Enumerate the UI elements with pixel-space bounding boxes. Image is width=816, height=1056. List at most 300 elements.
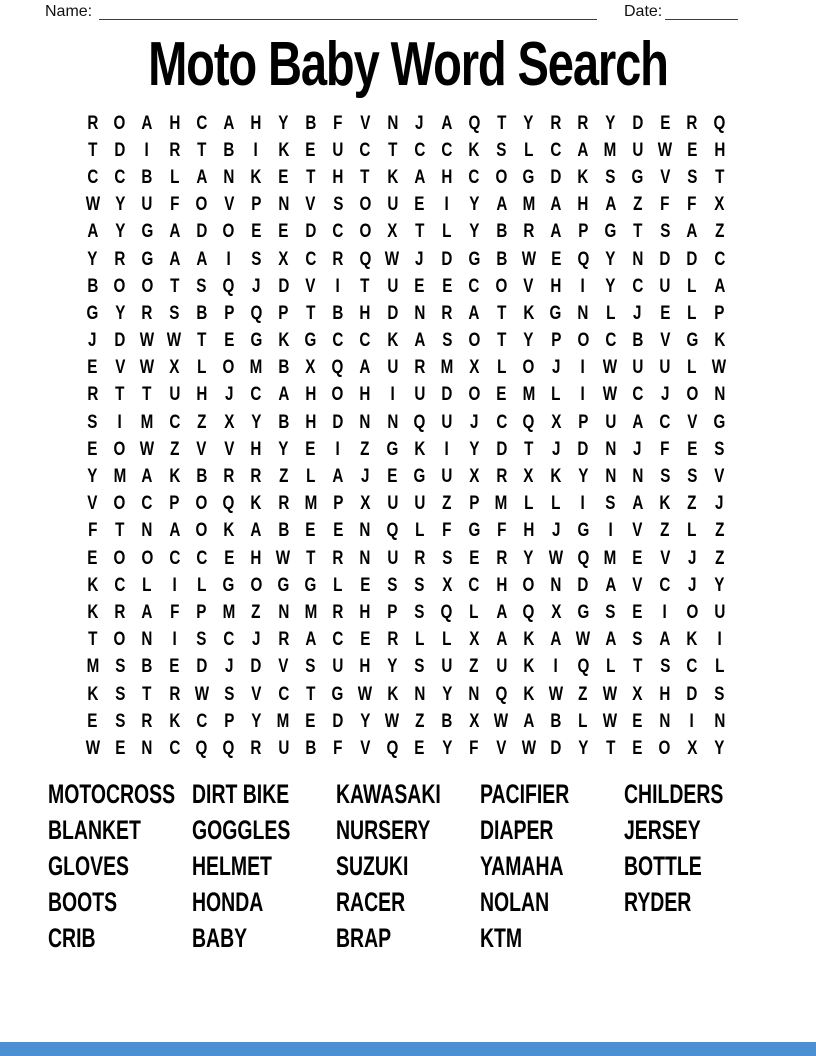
grid-cell: K — [414, 438, 426, 460]
grid-cell: F — [469, 737, 479, 759]
grid-cell: N — [386, 112, 398, 134]
grid-cell: B — [277, 411, 289, 433]
grid-cell: C — [277, 683, 289, 705]
grid-cell: Q — [577, 547, 590, 569]
title-area — [0, 29, 816, 99]
grid-cell: L — [605, 302, 616, 324]
grid-cell: L — [551, 493, 561, 515]
grid-cell: N — [359, 547, 371, 569]
grid-cell: H — [305, 411, 317, 433]
grid-cell: G — [577, 601, 590, 623]
grid-cell: J — [687, 547, 697, 569]
word-bank-item: CRIB — [48, 922, 96, 953]
grid-cell: J — [415, 112, 424, 134]
grid-cell: F — [660, 194, 670, 216]
grid-cell: L — [687, 302, 697, 324]
grid-cell: L — [523, 139, 534, 161]
grid-cell: I — [335, 275, 340, 297]
grid-cell: R — [577, 112, 589, 134]
grid-cell: C — [305, 248, 317, 270]
name-label: Name: — [45, 3, 93, 20]
grid-cell: V — [714, 466, 725, 488]
grid-cell: G — [250, 330, 263, 352]
grid-cell: H — [441, 166, 453, 188]
grid-row — [79, 681, 733, 708]
grid-cell: D — [659, 248, 671, 270]
grid-cell: N — [414, 302, 426, 324]
grid-cell: C — [659, 574, 671, 596]
grid-cell: Z — [714, 520, 725, 542]
grid-cell: Y — [87, 466, 98, 488]
grid-cell: C — [441, 139, 453, 161]
grid-cell: O — [577, 330, 590, 352]
grid-cell: V — [659, 166, 670, 188]
grid-cell: W — [385, 710, 400, 732]
grid-cell: H — [495, 574, 507, 596]
grid-cell: Y — [469, 221, 480, 243]
grid-cell: Y — [605, 112, 616, 134]
grid-cell: B — [495, 248, 507, 270]
grid-cell: V — [87, 493, 98, 515]
grid-cell: I — [172, 574, 177, 596]
word-bank-item: CHILDERS — [624, 779, 724, 810]
grid-cell: Q — [222, 493, 235, 515]
grid-cell: Y — [87, 248, 98, 270]
grid-cell: A — [604, 574, 616, 596]
grid-cell: R — [523, 221, 535, 243]
grid-cell: Z — [578, 683, 588, 705]
grid-cell: A — [87, 221, 99, 243]
grid-cell: L — [687, 520, 697, 542]
grid-cell: G — [413, 466, 426, 488]
grid-cell: I — [335, 438, 340, 460]
grid-cell: V — [196, 438, 207, 460]
grid-cell: G — [686, 330, 699, 352]
grid-cell: Q — [359, 248, 372, 270]
grid-cell: V — [687, 411, 698, 433]
grid-cell: S — [659, 466, 670, 488]
grid-cell: G — [304, 574, 317, 596]
grid-cell: M — [495, 493, 508, 515]
grid-cell: X — [550, 411, 561, 433]
grid-row — [79, 436, 733, 463]
grid-cell: H — [359, 601, 371, 623]
grid-cell: O — [658, 737, 671, 759]
grid-cell: L — [442, 629, 452, 651]
grid-cell: K — [659, 493, 671, 515]
grid-cell: O — [686, 601, 699, 623]
page-title: Moto Baby Word Search — [148, 29, 668, 99]
grid-cell: V — [305, 194, 316, 216]
grid-cell: X — [387, 221, 398, 243]
grid-cell: A — [604, 194, 616, 216]
grid-cell: M — [140, 411, 154, 433]
grid-row — [79, 708, 733, 735]
grid-cell: U — [386, 357, 398, 379]
grid-cell: Q — [522, 411, 535, 433]
grid-cell: S — [305, 656, 316, 678]
grid-cell: Y — [469, 194, 480, 216]
grid-cell: T — [305, 166, 316, 188]
name-fill-line — [99, 19, 597, 20]
grid-cell: C — [168, 737, 180, 759]
grid-cell: W — [712, 357, 727, 379]
grid-cell: U — [141, 194, 153, 216]
grid-cell: S — [659, 656, 670, 678]
grid-cell: K — [87, 601, 99, 623]
grid-cell: J — [687, 574, 697, 596]
grid-cell: Q — [577, 248, 590, 270]
grid-cell: E — [305, 520, 316, 542]
word-bank — [0, 777, 816, 977]
grid-cell: L — [523, 493, 534, 515]
grid-cell: R — [141, 710, 153, 732]
grid-cell: A — [223, 112, 235, 134]
grid-cell: W — [194, 683, 209, 705]
word-bank-item: HONDA — [192, 886, 264, 917]
word-bank-item: NURSERY — [336, 815, 431, 846]
grid-cell: P — [223, 710, 234, 732]
grid-cell: S — [387, 574, 398, 596]
grid-cell: X — [632, 683, 643, 705]
grid-cell: L — [496, 357, 507, 379]
word-bank-column — [336, 777, 482, 956]
grid-cell: V — [251, 683, 262, 705]
grid-cell: Y — [605, 275, 616, 297]
grid-cell: N — [141, 737, 153, 759]
grid-cell: T — [196, 139, 207, 161]
grid-cell: D — [196, 656, 208, 678]
grid-row — [79, 355, 733, 382]
grid-cell: A — [277, 384, 289, 406]
grid-cell: Q — [386, 737, 399, 759]
grid-cell: D — [196, 221, 208, 243]
grid-cell: B — [632, 330, 644, 352]
grid-cell: J — [551, 357, 561, 379]
grid-cell: B — [441, 710, 453, 732]
grid-cell: A — [250, 520, 262, 542]
grid-cell: V — [223, 438, 234, 460]
grid-cell: C — [196, 710, 208, 732]
grid-cell: J — [715, 493, 724, 515]
grid-cell: T — [414, 221, 425, 243]
grid-cell: S — [169, 302, 180, 324]
grid-cell: M — [440, 357, 454, 379]
grid-cell: R — [168, 683, 180, 705]
grid-cell: S — [605, 166, 616, 188]
grid-cell: O — [195, 520, 208, 542]
grid-cell: T — [360, 166, 370, 188]
grid-cell: P — [223, 302, 234, 324]
grid-cell: E — [251, 221, 262, 243]
grid-cell: W — [139, 357, 155, 379]
grid-row — [79, 382, 733, 409]
grid-cell: B — [495, 221, 507, 243]
grid-cell: Q — [440, 601, 453, 623]
grid-cell: T — [496, 302, 507, 324]
word-bank-item: MOTOCROSS — [48, 779, 176, 810]
grid-cell: Z — [687, 493, 697, 515]
grid-cell: R — [332, 547, 344, 569]
grid-cell: A — [196, 166, 208, 188]
grid-cell: H — [305, 384, 317, 406]
grid-cell: B — [141, 166, 153, 188]
grid-cell: Y — [441, 737, 452, 759]
grid-cell: I — [444, 438, 449, 460]
grid-cell: U — [332, 656, 344, 678]
grid-row — [79, 246, 733, 273]
grid-cell: A — [168, 520, 180, 542]
grid-cell: A — [550, 221, 562, 243]
grid-cell: P — [550, 330, 561, 352]
grid-cell: U — [441, 466, 453, 488]
grid-cell: N — [277, 601, 289, 623]
grid-cell: O — [359, 194, 372, 216]
grid-cell: L — [578, 710, 588, 732]
grid-cell: B — [277, 520, 289, 542]
grid-cell: C — [632, 384, 644, 406]
grid-cell: T — [305, 302, 316, 324]
grid-cell: Y — [360, 710, 371, 732]
grid-cell: M — [304, 601, 317, 623]
grid-cell: G — [468, 248, 481, 270]
grid-cell: H — [359, 302, 371, 324]
grid-cell: O — [195, 493, 208, 515]
grid-cell: L — [687, 357, 697, 379]
grid-cell: P — [387, 601, 398, 623]
grid-cell: J — [360, 466, 370, 488]
grid-cell: R — [686, 112, 698, 134]
grid-cell: L — [169, 166, 180, 188]
grid-cell: V — [223, 194, 234, 216]
grid-cell: K — [250, 166, 262, 188]
grid-cell: Z — [196, 411, 207, 433]
grid-cell: I — [226, 248, 231, 270]
grid-row — [79, 518, 733, 545]
grid-cell: C — [114, 166, 126, 188]
grid-cell: C — [332, 221, 344, 243]
grid-cell: C — [414, 139, 426, 161]
grid-cell: S — [414, 601, 425, 623]
grid-cell: U — [168, 384, 180, 406]
grid-cell: F — [169, 601, 180, 623]
grid-cell: E — [687, 438, 698, 460]
grid-cell: V — [496, 737, 507, 759]
grid-cell: Y — [251, 411, 262, 433]
word-bank-item: PACIFIER — [480, 779, 570, 810]
grid-cell: I — [581, 493, 586, 515]
grid-cell: K — [223, 520, 235, 542]
grid-cell: L — [414, 520, 425, 542]
grid-cell: O — [113, 493, 126, 515]
word-bank-item: BRAP — [336, 922, 392, 953]
grid-cell: Z — [414, 710, 425, 732]
grid-cell: N — [577, 302, 589, 324]
grid-cell: N — [468, 683, 480, 705]
grid-cell: S — [659, 221, 670, 243]
grid-cell: W — [548, 683, 564, 705]
grid-cell: C — [168, 411, 180, 433]
grid-row — [79, 545, 733, 572]
grid-cell: N — [141, 520, 153, 542]
word-bank-item: DIAPER — [480, 815, 554, 846]
grid-cell: S — [223, 683, 234, 705]
grid-cell: H — [168, 112, 180, 134]
grid-cell: N — [604, 466, 616, 488]
grid-cell: T — [87, 139, 98, 161]
grid-cell: Y — [523, 112, 534, 134]
grid-cell: C — [332, 330, 344, 352]
grid-cell: G — [631, 166, 644, 188]
grid-cell: S — [632, 629, 643, 651]
grid-cell: H — [359, 656, 371, 678]
grid-cell: R — [223, 466, 235, 488]
grid-cell: E — [169, 656, 180, 678]
grid-cell: Y — [523, 547, 534, 569]
grid-cell: L — [196, 357, 207, 379]
grid-cell: K — [468, 139, 480, 161]
grid-cell: F — [687, 194, 697, 216]
grid-cell: C — [468, 166, 480, 188]
grid-cell: C — [87, 166, 99, 188]
grid-cell: D — [495, 438, 507, 460]
grid-cell: U — [277, 737, 289, 759]
grid-cell: F — [496, 520, 507, 542]
grid-cell: C — [604, 330, 616, 352]
grid-cell: W — [575, 629, 591, 651]
grid-cell: C — [196, 547, 208, 569]
grid-cell: V — [305, 275, 316, 297]
grid-cell: X — [278, 248, 289, 270]
grid-cell: R — [550, 112, 562, 134]
grid-cell: O — [495, 275, 508, 297]
grid-cell: Z — [442, 493, 452, 515]
grid-cell: O — [141, 547, 154, 569]
grid-cell: E — [223, 330, 234, 352]
grid-cell: I — [690, 710, 695, 732]
grid-cell: V — [632, 574, 643, 596]
grid-cell: Y — [278, 112, 289, 134]
grid-cell: A — [713, 275, 725, 297]
grid-cell: H — [577, 194, 589, 216]
grid-cell: A — [468, 302, 480, 324]
grid-cell: O — [222, 221, 235, 243]
grid-cell: G — [277, 574, 290, 596]
grid-cell: M — [304, 493, 317, 515]
grid-cell: V — [523, 275, 534, 297]
grid-cell: O — [113, 438, 126, 460]
grid-cell: D — [686, 683, 698, 705]
grid-cell: D — [250, 656, 262, 678]
grid-cell: E — [632, 710, 643, 732]
grid-cell: W — [167, 330, 182, 352]
grid-cell: K — [523, 629, 535, 651]
grid-cell: W — [548, 547, 564, 569]
grid-cell: H — [196, 384, 208, 406]
grid-cell: E — [550, 248, 561, 270]
grid-cell: R — [414, 357, 426, 379]
grid-cell: O — [113, 629, 126, 651]
grid-row — [79, 409, 733, 436]
grid-cell: P — [469, 493, 480, 515]
grid-cell: N — [713, 710, 725, 732]
grid-cell: T — [115, 520, 125, 542]
grid-cell: T — [714, 166, 725, 188]
grid-cell: R — [277, 493, 289, 515]
grid-cell: C — [495, 411, 507, 433]
grid-cell: U — [659, 357, 671, 379]
grid-cell: P — [196, 601, 207, 623]
grid-cell: L — [605, 656, 616, 678]
grid-cell: E — [278, 221, 289, 243]
grid-cell: R — [250, 737, 262, 759]
grid-cell: U — [414, 493, 426, 515]
grid-cell: P — [278, 302, 289, 324]
grid-cell: U — [386, 275, 398, 297]
grid-cell: X — [441, 574, 452, 596]
grid-cell: J — [633, 302, 642, 324]
grid-cell: V — [632, 520, 643, 542]
grid-cell: N — [386, 411, 398, 433]
grid-cell: D — [332, 411, 344, 433]
grid-cell: O — [495, 166, 508, 188]
grid-cell: K — [713, 330, 725, 352]
grid-cell: U — [659, 275, 671, 297]
grid-cell: B — [305, 112, 317, 134]
word-bank-item: SUZUKI — [336, 850, 409, 881]
grid-cell: A — [632, 411, 644, 433]
grid-cell: D — [332, 710, 344, 732]
grid-cell: T — [305, 547, 316, 569]
grid-cell: C — [332, 629, 344, 651]
grid-cell: S — [687, 466, 698, 488]
grid-row — [79, 164, 733, 191]
grid-cell: V — [360, 737, 371, 759]
grid-cell: S — [605, 601, 616, 623]
grid-cell: P — [169, 493, 180, 515]
grid-cell: V — [114, 357, 125, 379]
grid-cell: W — [139, 330, 155, 352]
grid-cell: N — [359, 411, 371, 433]
grid-cell: E — [87, 547, 98, 569]
grid-cell: G — [577, 520, 590, 542]
grid-cell: I — [581, 275, 586, 297]
word-bank-item: GLOVES — [48, 850, 130, 881]
grid-cell: S — [251, 248, 262, 270]
grid-cell: A — [495, 194, 507, 216]
word-bank-item: KTM — [480, 922, 523, 953]
grid-cell: U — [386, 493, 398, 515]
word-grid — [79, 110, 733, 763]
grid-cell: H — [250, 438, 262, 460]
grid-cell: Q — [222, 737, 235, 759]
grid-cell: I — [390, 384, 395, 406]
grid-cell: S — [496, 139, 507, 161]
grid-cell: M — [522, 194, 535, 216]
grid-cell: K — [523, 656, 535, 678]
grid-cell: K — [250, 493, 262, 515]
grid-cell: U — [495, 656, 507, 678]
grid-cell: N — [414, 683, 426, 705]
grid-cell: E — [305, 710, 316, 732]
grid-cell: J — [224, 656, 234, 678]
grid-cell: N — [604, 438, 616, 460]
grid-cell: M — [113, 466, 127, 488]
grid-cell: A — [550, 629, 562, 651]
grid-cell: T — [87, 629, 98, 651]
grid-cell: K — [523, 683, 535, 705]
grid-cell: C — [114, 574, 126, 596]
